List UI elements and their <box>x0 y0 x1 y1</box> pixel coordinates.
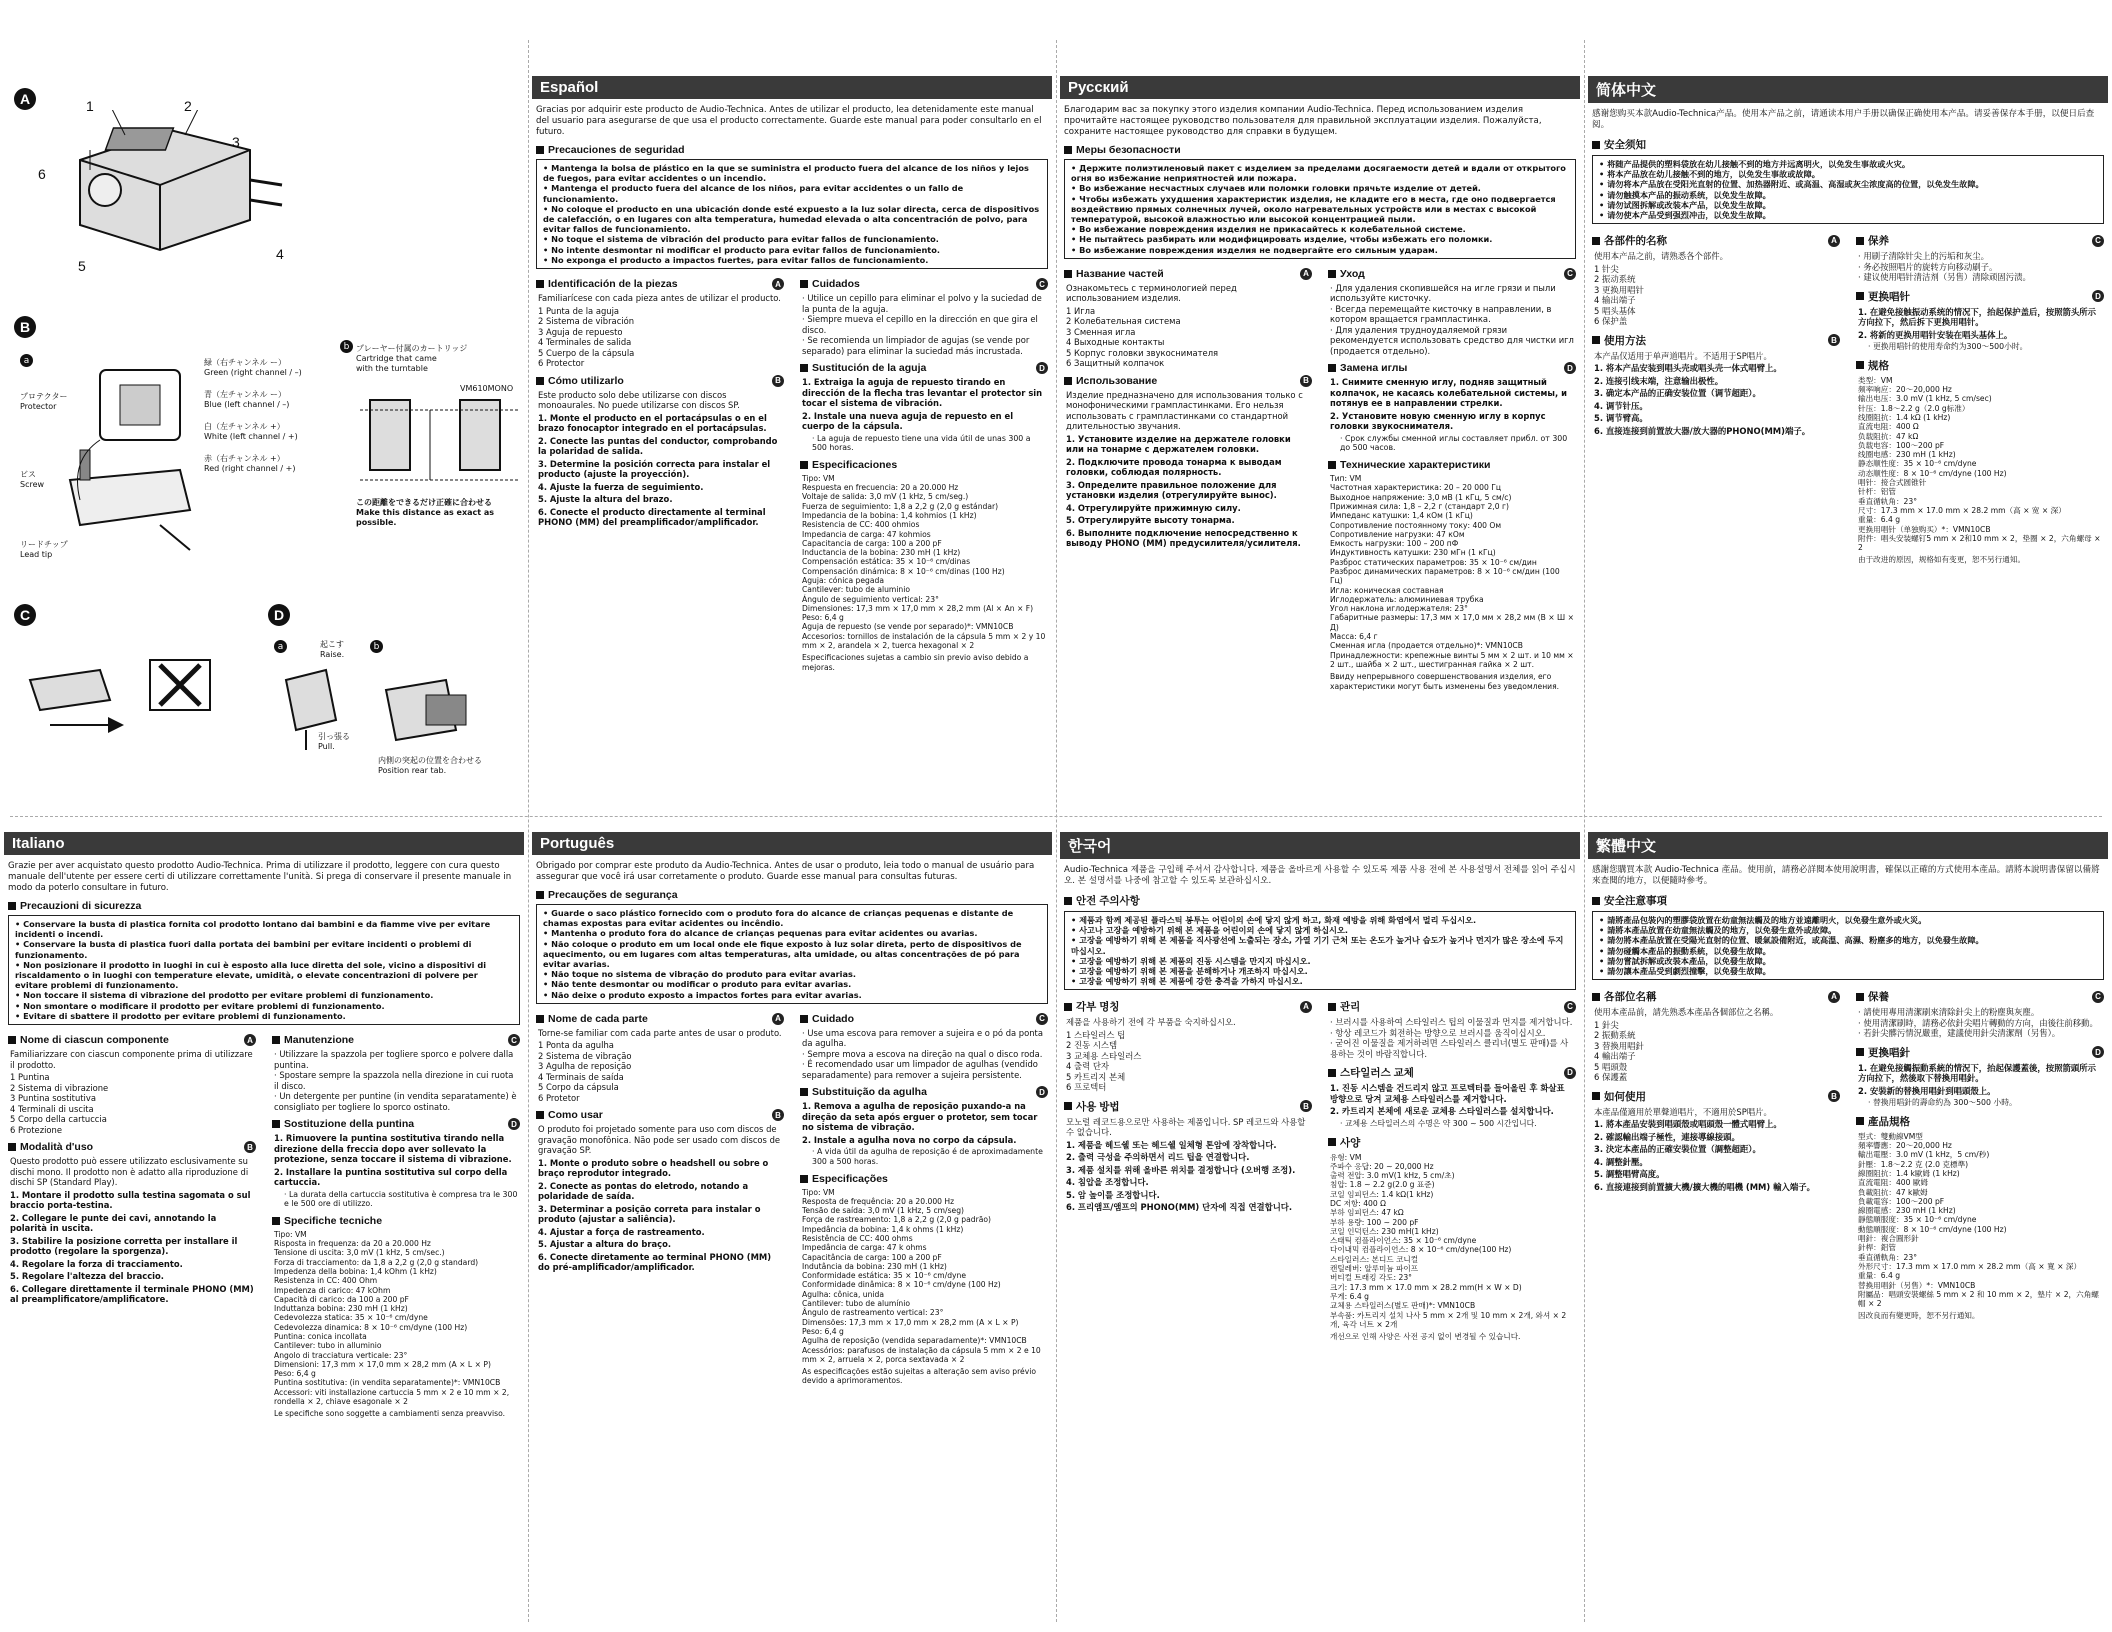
use-heading: Cómo utilizarlo B <box>536 375 784 387</box>
use-intro: Questo prodotto può essere utilizzato esclusivamente su dischi mono. Il prodotto non è adatto alla riproduzione di dischi SP (Standard Play). <box>10 1156 249 1188</box>
spec-list: Tipo: VM Respuesta en frecuencia: 20 a 20.000 Hz Voltaje de salida: 3,0 mV (1 kHz, 5 cm/seg.) Fuerza de seguimiento: 1,8 a 2,2 g (2,0 g estándar) Impedancia de la bobina: 1,4 kohmios (1 kHz) Resistencia de CC: 400 ohmios Impedancia de carga: 47 kohmios Capacitancia de carga: 100 a 200 pF Inductancia de la bobina: 230 mH (1 kHz) Compensación estática: 35 × 10⁻⁶ cm/dinas Compensación dinámica: 8 × 10⁻⁶ cm/dinas (100 Hz) Aguja: cónica pegada Cantilever: tubo de aluminio Ángulo de seguimiento vertical: 23° Dimensiones: 17,3 mm × 17,0 mm × 28,2 mm (Al × An × F) Peso: 6,4 g Aguja de repuesto (se vende por separado)*: VMN10CB Accesorios: tornillos de instalación de la cápsula 5 mm × 2 y 10 mm × 2, arandela × 2, tuerca hexagonal × 2 <box>802 473 1046 651</box>
use-intro: 모노럴 레코드용으로만 사용하는 제품입니다. SP 레코드와 사용할 수 없습니다. <box>1066 1116 1306 1138</box>
callout-6: 6 <box>38 166 46 182</box>
panel-title: Русский <box>1060 76 1580 99</box>
safety-heading: Меры безопасности <box>1064 144 1576 156</box>
parts-intro: Ознакомьтесь с терминологией перед использованием изделия. <box>1066 282 1237 304</box>
step: 6. 프리앰프/앰프의 PHONO(MM) 단자에 직접 연결합니다. <box>1066 1202 1293 1213</box>
safety-box: • 제품과 함께 제공된 플라스틱 봉투는 어린이의 손에 닿지 않게 하고, 화재 예방을 위해 화염에서 멀리 두십시오. • 사고나 고장을 예방하기 위해 본 제품을 어린이의 손에 닿지 않게 하십시오. • 고장을 예방하기 위해 본 제품을 직사광선에 노출되는 장소, 가열 기기 근처 또는 온도가 높거나 습도가 높거나 먼지가 많은 장소에 두지 마십시오. • 고장을 예방하기 위해 본 제품의 진동 시스템을 만지지 마십시오. • 고장을 예방하기 위해 본 제품을 분해하거나 개조하지 마십시오. • 고장을 예방하기 위해 본 제품에 강한 충격을 가하지 마십시오. <box>1064 911 1576 990</box>
footer-note: 因改良而有變更時，恕不另行通知。 <box>1858 1311 1980 1321</box>
fold-line <box>1584 40 1585 1622</box>
parts-list: 1 Ponta da agulha 2 Sistema de vibração 3 Agulha de reposição 4 Terminais de saída 5 Corpo da cápsula 6 Protetor <box>538 1040 632 1103</box>
blue-wire-label: 青（左チャンネル ー） Blue (left channel / –) <box>204 390 290 409</box>
step: 1. Rimuovere la puntina sostitutiva tirando nella direzione della freccia dopo aver sollevato la protezione, senza toccare il sistema di vibrazione. <box>274 1133 512 1165</box>
figure-c-label: C <box>14 604 36 626</box>
step: 1. Установите изделие на держателе головки или на тонарме с держателем головки. <box>1066 433 1291 455</box>
use-heading: 使用方法 B <box>1592 333 1840 348</box>
step: 5. Regolare l'altezza del braccio. <box>10 1271 164 1282</box>
step: 2. 카트리지 본체에 새로운 교체용 스타일러스를 설치합니다. <box>1330 1106 1554 1117</box>
brush-direction-illustration <box>20 640 250 740</box>
spec-list: Тип: VM Частотная характеристика: 20 – 20 000 Гц Выходное напряжение: 3,0 мВ (1 кГц, 5 см/с) Прижимная сила: 1,8 – 2,2 г (стандарт 2,0 г) Импеданс катушки: 1,4 кОм (1 кГц) Сопротивление постоянному току: 400 Ом Сопротивление нагрузки: 47 кОм Емкость нагрузки: 100 – 200 пФ Индуктивность катушки: 230 мГн (1 кГц) Разброс статических параметров: 35 × 10⁻⁶ см/дин Разброс динамических параметров: 8 × 10⁻⁶ см/дин (100 Гц) Игла: коническая составная Иглодержатель: алюминиевая трубка Угол наклона иглодержателя: 23° Габаритные размеры: 17,3 мм × 17,0 мм × 28,2 мм (В × Ш × Д) Масса: 6,4 г Сменная игла (продается отдельно)*: VMN10CB Принадлежности: крепежные винты 5 мм × 2 шт. и 10 мм × 2 шт., шайба × 2 шт., шестигранная гайка × 2 шт. <box>1330 474 1574 669</box>
step: 1. Снимите сменную иглу, подняв защитный колпачок, не касаясь колебательной системы, и потянув ее в направлении стрелки. <box>1330 377 1567 409</box>
step: 1. 將本產品安裝到唱頭殼或唱頭殼一體式唱臂上。 <box>1594 1119 1782 1130</box>
panel-title: Italiano <box>4 832 524 855</box>
pull-label: 引っ張る Pull. <box>318 732 350 751</box>
replace-heading: Sostituzione della puntina D <box>272 1118 520 1130</box>
parts-list: 1 Игла 2 Колебательная система 3 Сменная игла 4 Выходные контакты 5 Корпус головки звукоснимателя 6 Защитный колпачок <box>1066 305 1219 369</box>
parts-list: 1 Punta de la aguja 2 Sistema de vibración 3 Aguja de repuesto 4 Terminales de salida 5 Cuerpo de la cápsula 6 Protector <box>538 305 635 369</box>
safety-box: • 請將產品包裝內的塑膠袋放置在幼童無法觸及的地方並遠離明火，以免發生意外或火災。 • 請將本產品放置在幼童無法觸及的地方，以免發生意外或故障。 • 請勿將本產品放置在受陽光直射的位置、暖氣設備附近，或高溫、高濕、粉塵多的地方，以免發生故障。 • 請勿碰觸本產品的振動系統，以免發生故障。 • 請勿嘗試拆解或改裝本產品，以免發生故障。 • 請勿讓本產品受到劇烈撞擊，以免發生故障。 <box>1592 911 2104 980</box>
safety-heading: 安全注意事項 <box>1592 893 2104 908</box>
step: 3. 제품 설치를 위해 올바른 위치를 결정합니다 (오버행 조정). <box>1066 1164 1296 1175</box>
parts-intro: Familiarizzare con ciascun componente prima di utilizzare il prodotto. <box>10 1049 253 1070</box>
safety-heading: Precauções de segurança <box>536 889 1048 901</box>
step: 4. Ajuste la fuerza de seguimiento. <box>538 481 704 492</box>
panel-title: Português <box>532 832 1052 855</box>
step: 2. Instale una nueva aguja de repuesto en el cuerpo de la cápsula. <box>802 410 1014 432</box>
parts-heading: Название частей A <box>1064 268 1312 280</box>
panel-pt <box>532 832 1052 1628</box>
panel-ru <box>1060 76 1580 812</box>
callout-1: 1 <box>86 98 94 114</box>
safety-box: • Conservare la busta di plastica fornita col prodotto lontano dai bambini e da fiamme vive per evitare incidenti o incendi. • Conservare la busta di plastica fuori dalla portata dei bambini per evitare incidenti o problemi di funzionamento. • Non posizionare il prodotto in luoghi in cui è esposto alla luce diretta del sole, vicino a dispositivi di riscaldamento o in luoghi con temperature elevate, umidità, o elevate concentrazioni di polvere per evitare problemi di funzionamento. • Non toccare il sistema di vibrazione del prodotto per evitare problemi di funzionamento. • Non smontare o modificare il prodotto per evitare problemi di funzionamento. • Evitare di sbattere il prodotto per evitare problemi di funzionamento. <box>8 915 520 1025</box>
vm610-label: VM610MONO <box>460 384 514 393</box>
spec-list: 유형: VM 주파수 응답: 20 ~ 20,000 Hz 출력 전압: 3.0 mV(1 kHz, 5 cm/초) 침압: 1.8 ~ 2.2 g(2.0 g 표준) 코일 임피던스: 1.4 kΩ(1 kHz) DC 저항: 400 Ω 부하 임피던스: 47 kΩ 부하 용량: 100 ~ 200 pF 코일 인덕턴스: 230 mH(1 kHz) 스태틱 컴플라이언스: 35 × 10⁻⁶ cm/dyne 다이내믹 컴플라이언스: 8 × 10⁻⁶ cm/dyne(100 Hz) 스타일러스: 본디드 코니컬 캔틸레버: 알루미늄 파이프 버티컬 트래킹 각도: 23° 크기: 17.3 mm × 17.0 mm × 28.2 mm(H × W × D) 무게: 6.4 g 교체용 스타일러스(별도 판매)*: VMN10CB 부속품: 카트리지 설치 나사 5 mm × 2개 및 10 mm × 2개, 와셔 × 2개, 육각 너트 × 2개 <box>1330 1152 1567 1329</box>
footer-note: Ввиду непрерывного совершенствования изделия, его характеристики могут быть изменены без уведомления. <box>1330 672 1560 691</box>
green-wire-label: 緑（右チャンネル ー） Green (right channel / –) <box>204 358 302 377</box>
use-intro: Изделие предназначено для использования только с монофоническими грампластинками. Его нельзя использовать с грампластинками со стандартной длительностью звучания. <box>1066 389 1303 432</box>
step: 4. 調整針壓。 <box>1594 1156 1648 1167</box>
spec-heading: Технические характеристики <box>1328 459 1576 471</box>
step: 1. 진동 시스템을 건드리지 않고 프로텍터를 들어올린 후 화살표 방향으로 당겨 교체용 스타일러스를 제거합니다. <box>1330 1083 1565 1104</box>
figure-b-sub-a: a <box>20 354 33 367</box>
wiring-illustration <box>60 350 200 560</box>
safety-heading: 안전 주의사항 <box>1064 893 1576 908</box>
replace-heading: Замена иглы D <box>1328 362 1576 374</box>
step: 2. Conecte as pontas do eletrodo, notando a polaridade de saída. <box>538 1180 749 1202</box>
raise-label: 起こす Raise. <box>320 640 345 659</box>
footer-note: As especificações estão sujeitas a alteração sem aviso prévio devido a aprimoramentos. <box>802 1367 1036 1386</box>
step: 4. Ajustar a força de rastreamento. <box>538 1226 705 1237</box>
step: 2. Установите новую сменную иглу в корпус головки звукоснимателя. <box>1330 410 1546 432</box>
callout-4: 4 <box>276 246 284 262</box>
spec-list: 型式：雙動線VM型 頻率響應：20～20,000 Hz 輸出電壓：3.0 mV (1 kHz，5 cm/秒) 針壓：1.8～2.2 克 (2.0 克標準) 線圈阻抗：1.4 k歐姆 (1 kHz) 直流電阻：400 歐姆 負載阻抗：47 k歐姆 負載電容：100～200 pF 線圈電感：230 mH (1 kHz) 靜態順服度：35 × 10⁻⁶ cm/dyne 動態順服度：8 × 10⁻⁶ cm/dyne (100 Hz) 唱針：複合圓形針 針桿：鋁管 垂直循軌角：23° 外形尺寸：17.3 mm × 17.0 mm × 28.2 mm（高 × 寬 × 深） 重量：6.4 g 替換用唱針（另售）*：VMN10CB 附屬品：唱頭安裝螺絲 5 mm × 2 和 10 mm × 2，墊片 × 2，六角螺帽 × 2 <box>1858 1131 2099 1309</box>
white-wire-label: 白（左チャンネル +） White (left channel / +) <box>204 422 298 441</box>
step: 4. 调节针压。 <box>1594 400 1648 411</box>
replace-note: · La durata della cartuccia sostitutiva è compresa tra le 300 e le 500 ore di utilizzo. <box>284 1189 518 1209</box>
use-intro: 本产品仅适用于单声道唱片。不适用于SP唱片。 <box>1594 350 1772 361</box>
replace-heading: Substituição da agulha D <box>800 1086 1048 1098</box>
position-tab-label: 内側の突起の位置を合わせる Position rear tab. <box>378 756 482 775</box>
fold-line <box>1056 40 1057 1622</box>
panel-zh-cn <box>1588 76 2108 812</box>
use-intro: 本產品僅適用於單聲道唱片，不適用於SP唱片。 <box>1594 1106 1772 1117</box>
spec-heading: 產品規格 <box>1856 1114 2104 1129</box>
step: 2. 確認輸出端子極性，連接導線接頭。 <box>1594 1131 1740 1142</box>
care-text: · Use uma escova para remover a sujeira e o pó da ponta da agulha. · Sempre mova a escova na direção na qual o disco roda. · É recomendado usar um limpador de agulhas (vendido separadamente) para remover a sujeira persistente. <box>802 1027 1043 1080</box>
care-heading: 保養 C <box>1856 989 2104 1004</box>
use-intro: Este producto solo debe utilizarse con discos monoaurales. No puede utilizarse con discos SP. <box>538 389 740 411</box>
safety-box: • Guarde o saco plástico fornecido com o produto fora do alcance de crianças pequenas e distante de chamas expostas para evitar acidentes ou incêndio. • Mantenha o produto fora do alcance de crianças pequenas para evitar acidentes ou avarias. • Não coloque o produto em um local onde ele fique exposto à luz solar direta, perto de dispositivos de aquecimento, ou em lugares com altas temperaturas, alta umidade, ou altas concentrações de pó para evitar avarias. • Não toque no sistema de vibração do produto para evitar avarias. • Não tente desmontar ou modificar o produto para evitar avarias. • Não deixe o produto exposto a impactos fortes para evitar avarias. <box>536 904 1048 1004</box>
stylus-replace-illustration <box>276 660 506 755</box>
panel-title: 한국어 <box>1060 832 1580 859</box>
step: 2. Подключите провода тонарма к выводам головки, соблюдая полярность. <box>1066 456 1282 478</box>
care-heading: Cuidados C <box>800 278 1048 290</box>
replace-note: · La aguja de repuesto tiene una vida útil de unas 300 a 500 horas. <box>812 433 1031 453</box>
step: 2. Collegare le punte dei cavi, annotando la polarità in uscita. <box>10 1212 217 1234</box>
step: 6. Collegare direttamente il terminale PHONO (MM) al preamplificatore/amplificatore. <box>10 1283 254 1305</box>
use-heading: 사용 방법 B <box>1064 1099 1312 1114</box>
care-text: · 請使用專用清潔刷來清除針尖上的粉塵與灰塵。 · 使用清潔刷時，請務必依針尖唱片轉動的方向，由後往前移動。 · 若針尖髒污情況嚴重，建議使用針尖清潔劑（另售）。 <box>1858 1007 2098 1039</box>
footer-note: Le specifiche sono soggette a cambiamenti senza preavviso. <box>274 1409 506 1419</box>
replace-note: · 교체용 스타일러스의 수명은 약 300 ~ 500 시간입니다. <box>1340 1118 1537 1128</box>
step: 1. Extraiga la aguja de repuesto tirando en dirección de la flecha tras levantar el protector sin tocar el sistema de vibración. <box>802 377 1043 409</box>
step: 2. Conecte las puntas del conductor, comprobando la polaridad de salida. <box>538 435 778 457</box>
step: 5. Ajustar a altura do braço. <box>538 1239 672 1250</box>
parts-list: 1 針尖 2 振動系統 3 替換用唱針 4 輸出端子 5 唱頭殼 6 保護蓋 <box>1594 1019 1644 1083</box>
step: 2. 将新的更换用唱针安装在唱头基体上。 <box>1858 329 2013 340</box>
distance-note: この距離をできるだけ正確に合わせる Make this distance as exact as possible. <box>356 498 495 527</box>
panel-title: 简体中文 <box>1588 76 2108 103</box>
step: 6. Conecte diretamente ao terminal PHONO (MM) do pré-amplificador/amplificador. <box>538 1251 772 1273</box>
step: 1. 在避免接觸振動系統的情況下，抬起保護蓋後，按照箭頭所示方向拉下，然後取下替換用唱針。 <box>1858 1062 2097 1084</box>
cartridge-came-label: プレーヤー付属のカートリッジ Cartridge that came with the turntable <box>356 344 468 373</box>
intro-text: Grazie per aver acquistato questo prodotto Audio-Technica. Prima di utilizzare il prodotto, leggere con cura questo manuale dell'utente per essere certi di utilizzare correttamente l'unità. Si prega di conservare il presente manuale in modo da poterlo consultare in futuro. <box>8 861 512 893</box>
step: 2. 출력 극성을 주의하면서 리드 팁을 연결합니다. <box>1066 1152 1250 1163</box>
fold-line <box>528 40 529 1622</box>
parts-intro: Familiarícese con cada pieza antes de utilizar el producto. <box>538 293 781 304</box>
step: 1. Monte el producto en el portacápsulas o en el brazo fonocaptor integrado en el portacápsulas. <box>538 412 767 434</box>
care-heading: Cuidado C <box>800 1013 1048 1025</box>
step: 3. 決定本產品的正確安裝位置（調整超距）。 <box>1594 1144 1761 1155</box>
care-text: · Utilizzare la spazzola per togliere sporco e polvere dalla puntina. · Spostare sempre la spazzola nella direzione in cui ruota il disco. · Un detergente per puntine (in vendita separatamente) è consigliato per togliere lo sporco ostinato. <box>274 1049 517 1112</box>
parts-intro: Torne-se familiar com cada parte antes de usar o produto. <box>538 1027 782 1038</box>
parts-intro: 使用本产品之前，请熟悉各个部件。 <box>1594 251 1728 262</box>
step: 4. 침압을 조정합니다. <box>1066 1177 1149 1188</box>
replace-note: · Срок службы сменной иглы составляет прибл. от 300 до 500 часов. <box>1340 433 1568 453</box>
callout-2: 2 <box>184 98 192 114</box>
panel-it <box>4 832 524 1628</box>
protector-label: プロテクター Protector <box>20 392 68 411</box>
care-heading: 관리 C <box>1328 999 1576 1014</box>
step: 2. 连接引线末端，注意输出极性。 <box>1594 375 1724 386</box>
safety-box: • Держите полиэтиленовый пакет с изделием за пределами досягаемости детей и вдали от открытого огня во избежание неприятностей или пожара. • Во избежание несчастных случаев или поломки головки прячьте изделие от детей. • Чтобы избежать ухудшения характеристик изделия, не кладите его в места, где оно подвергается воздействию прямых солнечных лучей, около нагревательных устройств или в местах с высокой температурой, высокой влажностью или высокой концентрацией пыли. • Во избежание повреждения изделия не прикасайтесь к колебательной системе. • Не пытайтесь разбирать или модифицировать изделие, чтобы избежать его поломки. • Во избежание повреждения изделия не подвергайте его сильным ударам. <box>1064 159 1576 259</box>
step: 2. Installare la puntina sostitutiva sul corpo della cartuccia. <box>274 1166 508 1188</box>
use-heading: Использование B <box>1064 375 1312 387</box>
step: 3. Determinar a posição correta para instalar o produto (ajustar a saliência). <box>538 1203 761 1225</box>
care-text: · 브러시를 사용하여 스타일러스 팁의 이물질과 먼지를 제거합니다. · 항상 레코드가 회전하는 방향으로 브러시를 움직이십시오. · 굳어진 이물질을 제거하려면 스타일러스 클리너(별도 판매)를 사용하는 것이 바람직합니다. <box>1330 1017 1573 1059</box>
intro-text: 感谢您购买本款Audio-Technica产品。使用本产品之前，请通读本用户手册以确保正确使用本产品。请妥善保存本手册，以便日后查阅。 <box>1592 109 2095 130</box>
step: 6. 直接連接到前置擴大機/擴大機的唱機 (MM) 輸入端子。 <box>1594 1181 1816 1192</box>
care-heading: Manutenzione C <box>272 1034 520 1046</box>
replace-note: · 替換用唱針的壽命約為 300～500 小時。 <box>1868 1098 2017 1108</box>
replace-heading: 更换唱针 D <box>1856 289 2104 304</box>
step: 1. Remova a agulha de reposição puxando-a na direção da seta após erguer o protetor, sem tocar no sistema de vibração. <box>802 1101 1038 1133</box>
figure-b-sub-b: b <box>340 340 353 353</box>
spec-heading: Especificaciones <box>800 459 1048 471</box>
callout-3: 3 <box>232 134 240 150</box>
parts-heading: 各部位名稱 A <box>1592 989 1840 1004</box>
footer-note: 개선으로 인해 사양은 사전 공지 없이 변경될 수 있습니다. <box>1330 1332 1521 1342</box>
figure-a-label: A <box>14 88 36 110</box>
panel-es <box>532 76 1052 812</box>
spec-heading: Especificações <box>800 1173 1048 1185</box>
step: 2. Instale a agulha nova no corpo da cápsula. <box>802 1134 1017 1145</box>
footer-note: Especificaciones sujetas a cambio sin previo aviso debido a mejoras. <box>802 653 1029 672</box>
use-heading: Modalità d'uso B <box>8 1141 256 1153</box>
step: 5. Отрегулируйте высоту тонарма. <box>1066 515 1235 526</box>
cartridge-compare-illustration <box>360 390 520 495</box>
step: 4. Regolare la forza di tracciamento. <box>10 1258 183 1269</box>
safety-heading: Precauzioni di sicurezza <box>8 900 520 912</box>
fold-line-horizontal <box>10 816 2102 817</box>
parts-intro: 使用本產品前，請先熟悉本產品各個部位之名稱。 <box>1594 1007 1779 1018</box>
parts-heading: Nome de cada parte A <box>536 1013 784 1025</box>
step: 1. 将本产品安装到唱头壳或唱头壳一体式唱臂上。 <box>1594 363 1782 374</box>
panel-zh-tw <box>1588 832 2108 1628</box>
step: 6. 直接连接到前置放大器/放大器的PHONO(MM)端子。 <box>1594 425 1811 436</box>
safety-heading: Precauciones de seguridad <box>536 144 1048 156</box>
intro-text: Obrigado por comprar este produto da Audio-Technica. Antes de usar o produto, leia todo o manual de usuário para assegurar que você irá usar corretamente o produto. Guarde esse manual para consultas futuras. <box>536 861 1035 882</box>
figure-b-label: B <box>14 316 36 338</box>
parts-intro: 제품을 사용하기 전에 각 부품을 숙지하십시오. <box>1066 1017 1236 1028</box>
step: 2. 安裝新的替換用唱針到唱頭殼上。 <box>1858 1085 1996 1096</box>
spec-list: 类型：VM 频率响应：20～20,000 Hz 输出电压：3.0 mV (1 kHz, 5 cm/sec) 针压：1.8～2.2 g（2.0 g标准） 线圈阻抗：1.4 kΩ (1 kHz) 直流电阻：400 Ω 负载阻抗：47 kΩ 负载电容：100～200 pF 线圈电感：230 mH (1 kHz) 静态顺性度：35 × 10⁻⁶ cm/dyne 动态顺性度：8 × 10⁻⁶ cm/dyne (100 Hz) 唱针：接合式圆锥针 针杆：铝管 垂直循轨角：23° 尺寸：17.3 mm × 17.0 mm × 28.2 mm（高 × 宽 × 深） 重量：6.4 g 更换用唱针（单独购买）*：VMN10CB 附件：唱头安装螺钉5 mm × 2和10 mm × 2，垫圈 × 2，六角螺母 × 2 <box>1858 375 2101 553</box>
figure-d-label: D <box>268 604 290 626</box>
step: 5. 调节臂高。 <box>1594 413 1648 424</box>
callout-5: 5 <box>78 258 86 274</box>
use-heading: 如何使用 B <box>1592 1089 1840 1104</box>
panel-ko <box>1060 832 1580 1628</box>
step: 3. Stabilire la posizione corretta per installare il prodotto (regolare la sporgenza). <box>10 1235 238 1257</box>
care-heading: Уход C <box>1328 268 1576 280</box>
parts-list: 1 스타일러스 팁 2 진동 시스템 3 교체용 스타일러스 4 출력 단자 5 카트리지 본체 6 프로텍터 <box>1066 1029 1142 1093</box>
panel-title: Español <box>532 76 1052 99</box>
care-text: · 用刷子清除针尖上的污垢和灰尘。 · 务必按照唱片的旋转方向移动刷子。 · 建议使用唱针清洁剂（另售）清除顽固污渍。 <box>1858 251 2031 283</box>
figures-panel <box>0 0 528 816</box>
intro-text: Gracias por adquirir este producto de Audio-Technica. Antes de utilizar el producto, lea detenidamente este manual del usuario para asegurarse de que usa el producto correctamente. Guarde este manual para poder consultarlo en el futuro. <box>536 105 1042 137</box>
safety-box: • Mantenga la bolsa de plástico en la que se suministra el producto fuera del alcance de los niños y lejos de fuegos, para evitar accidentes o un incendio. • Mantenga el producto fuera del alcance de los niños, para evitar accidentes o un fallo de funcionamiento. • No coloque el producto en una ubicación donde esté expuesto a la luz solar directa, cerca de dispositivos de calefacción, o en lugares con alta temperatura, humedad elevada o alta concentración de polvo, para evitar fallos de funcionamiento. • No toque el sistema de vibración del producto para evitar fallos de funcionamiento. • No intente desmontar ni modificar el producto para evitar fallos de funcionamiento. • No exponga el producto a impactos fuertes, para evitar fallos de funcionamiento. <box>536 159 1048 269</box>
use-intro: O produto foi projetado somente para uso com discos de gravação monofônica. Não pode ser usado com discos de gravação SP. <box>538 1124 781 1156</box>
step: 1. 제품을 헤드쉘 또는 헤드쉘 일체형 톤암에 장착합니다. <box>1066 1139 1277 1150</box>
care-text: · Utilice un cepillo para eliminar el polvo y la suciedad de la punta de la aguja. · Siempre mueva el cepillo en la dirección en que gira el disco. · Se recomienda un limpiador de agujas (se vende por separado) para eliminar la suciedad más incrustada. <box>802 293 1042 356</box>
replace-note: · A vida útil da agulha de reposição é de aproximadamente 300 a 500 horas. <box>812 1147 1043 1166</box>
care-heading: 保养 C <box>1856 233 2104 248</box>
safety-box: • 将随产品提供的塑料袋放在幼儿接触不到的地方并远离明火，以免发生事故或火灾。 • 将本产品放在幼儿接触不到的地方，以免发生事故或故障。 • 请勿将本产品放在受阳光直射的位置、加热器附近、或高温、高湿或灰尘浓度高的位置，以免发生故障。 • 请勿触摸本产品的振动系统，以免发生故障。 • 请勿试图拆解或改装本产品，以免发生故障。 • 请勿使本产品受到强烈冲击，以免发生故障。 <box>1592 155 2104 224</box>
panel-title: 繁體中文 <box>1588 832 2108 859</box>
step: 4. Отрегулируйте прижимную силу. <box>1066 502 1241 513</box>
step: 5. 調整唱臂高度。 <box>1594 1169 1665 1180</box>
step: 1. Montare il prodotto sulla testina sagomata o sul braccio porta-testina. <box>10 1189 251 1211</box>
spec-heading: 사양 <box>1328 1135 1576 1150</box>
step: 3. 确定本产品的正确安装位置（调节超距）。 <box>1594 388 1761 399</box>
spec-list: Tipo: VM Resposta de frequência: 20 a 20.000 Hz Tensão de saída: 3,0 mV (1 kHz, 5 cm/seg) Força de rastreamento: 1,8 a 2,2 g (2,0 g padrão) Impedância da bobina: 1,4 k ohms (1 kHz) Resistência de CC: 400 ohms Impedância de carga: 47 k ohms Capacitância de carga: 100 a 200 pF Indutância da bobina: 230 mH (1 kHz) Conformidade estática: 35 × 10⁻⁶ cm/dyne Conformidade dinâmica: 8 × 10⁻⁶ cm/dyne (100 Hz) Agulha: cônica, unida Cantilever: tubo de alumínio Ângulo de rastreamento vertical: 23° Dimensões: 17,3 mm × 17,0 mm × 28,2 mm (A × L × P) Peso: 6,4 g Agulha de reposição (vendida separadamente)*: VMN10CB Acessórios: parafusos de instalação da cápsula 5 mm × 2 e 10 mm × 2, arruela × 2, porca sextavada × 2 <box>802 1187 1041 1364</box>
parts-list: 1 Puntina 2 Sistema di vibrazione 3 Puntina sostitutiva 4 Terminali di uscita 5 Corpo della cartuccia 6 Protezione <box>10 1072 109 1135</box>
step: 3. Determine la posición correcta para instalar el producto (ajuste la proyección). <box>538 458 771 480</box>
step: 6. Conecte el producto directamente al terminal PHONO (MM) del preamplificador/amplificador. <box>538 506 766 528</box>
parts-heading: Nome di ciascun componente A <box>8 1034 256 1046</box>
step: 1. Monte o produto sobre o headshell ou sobre o braço reprodutor integrado. <box>538 1157 769 1179</box>
intro-text: Благодарим вас за покупку этого изделия компании Audio-Technica. Перед использованием изделия прочитайте настоящее руководство пользователя для правильной эксплуатации изделия. Пожалуйста, сохраните настоящее руководство для справки в будущем. <box>1064 105 1542 137</box>
lead-tip-label: リードチップ Lead tip <box>20 540 68 559</box>
parts-list: 1 针尖 2 振动系统 3 更换用唱针 4 输出端子 5 唱头基体 6 保护盖 <box>1594 263 1644 327</box>
use-heading: Como usar B <box>536 1109 784 1121</box>
spec-heading: Specifiche tecniche <box>272 1215 520 1227</box>
screw-label: ビス Screw <box>20 470 45 489</box>
figure-d-sub-a: a <box>274 640 287 653</box>
figure-d-sub-b: b <box>370 640 383 653</box>
step: 5. Ajuste la altura del brazo. <box>538 494 673 505</box>
replace-heading: 更換唱針 D <box>1856 1045 2104 1060</box>
intro-text: 感謝您購買本款 Audio-Technica 產品。使用前，請務必詳閱本使用說明書，確保以正確的方式使用本產品。請將本說明書保留以備將來查閱的地方，以便隨時參考。 <box>1592 865 2100 886</box>
step: 3. Определите правильное положение для установки изделия (отрегулируйте вынос). <box>1066 479 1277 501</box>
step: 6. Выполните подключение непосредственно к выводу PHONO (MM) предусилителя/усилителя. <box>1066 527 1301 549</box>
spec-list: Tipo: VM Risposta in frequenza: da 20 a 20.000 Hz Tensione di uscita: 3,0 mV (1 kHz, 5 cm/sec.) Forza di tracciamento: da 1,8 a 2,2 g (2,0 g standard) Impedenza della bobina: 1,4 kOhm (1 kHz) Resistenza in CC: 400 Ohm Impedenza di carico: 47 kOhm Capacità di carico: da 100 a 200 pF Induttanza bobina: 230 mH (1 kHz) Cedevolezza statica: 35 × 10⁻⁶ cm/dyne Cedevolezza dinamica: 8 × 10⁻⁶ cm/dyne (100 Hz) Puntina: conica incollata Cantilever: tubo in alluminio Angolo di tracciatura verticale: 23° Dimensioni: 17,3 mm × 17,0 mm × 28,2 mm (A × L × P) Peso: 6,4 g Puntina sostitutiva: (in vendita separatamente)*: VMN10CB Accessori: viti installazione cartuccia 5 mm × 2 e 10 mm × 2, rondella × 2, chiave esagonale × 2 <box>274 1229 510 1407</box>
replace-heading: Sustitución de la aguja D <box>800 362 1048 374</box>
care-text: · Для удаления скопившейся на игле грязи и пыли используйте кисточку. · Всегда перемещайте кисточку в направлении, в котором вращается грампластинка. · Для удаления трудноудаляемой грязи рекомендуется использовать средство для чистки игл (продается отдельно). <box>1330 282 1574 356</box>
replace-note: · 更换用唱针的使用寿命约为300～500小时。 <box>1868 342 2028 352</box>
intro-text: Audio-Technica 제품을 구입해 주셔서 감사합니다. 제품을 올바르게 사용할 수 있도록 제품 사용 전에 본 사용설명서 전체를 읽어 주십시오. 본 설명서를 나중에 참고할 수 있도록 보관하십시오. <box>1064 865 1576 886</box>
footer-note: 由于改进的原因，规格如有变更，恕不另行通知。 <box>1858 555 2026 565</box>
cartridge-illustration <box>50 110 290 270</box>
safety-heading: 安全须知 <box>1592 137 2104 152</box>
parts-heading: Identificación de la piezas A <box>536 278 784 290</box>
red-wire-label: 赤（右チャンネル +） Red (right channel / +) <box>204 454 296 473</box>
parts-heading: 各部件的名称 A <box>1592 233 1840 248</box>
parts-heading: 각부 명칭 A <box>1064 999 1312 1014</box>
step: 1. 在避免接触振动系统的情况下，抬起保护盖后，按照箭头所示方向拉下，然后拆下更换用唱针。 <box>1858 306 2097 328</box>
replace-heading: 스타일러스 교체 D <box>1328 1065 1576 1080</box>
step: 5. 암 높이를 조정합니다. <box>1066 1189 1160 1200</box>
spec-heading: 规格 <box>1856 358 2104 373</box>
